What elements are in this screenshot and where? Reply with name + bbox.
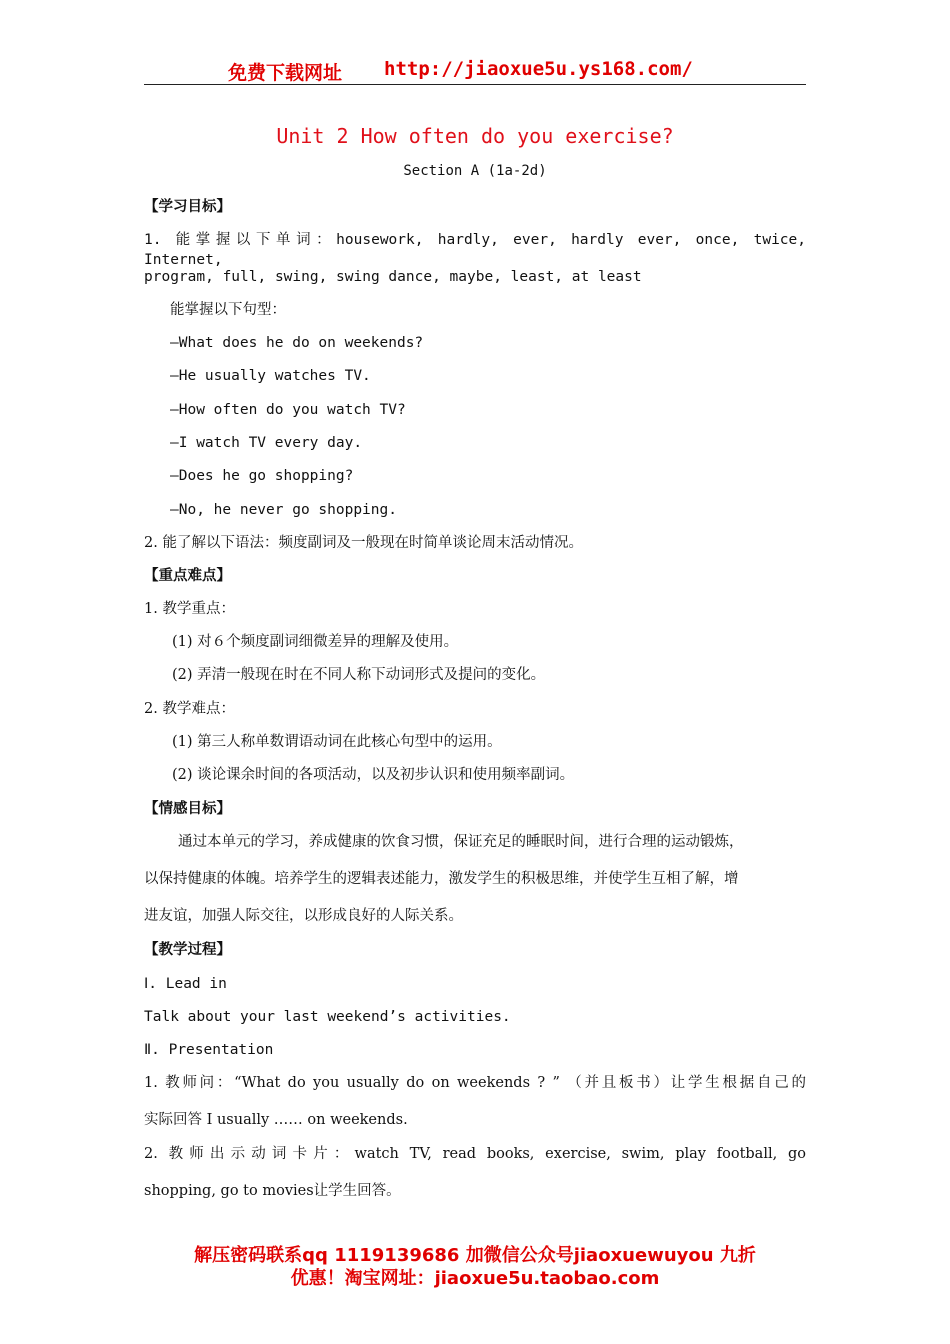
key2-item: (1) 第三人称单数谓语动词在此核心句型中的运用。 — [172, 734, 502, 750]
goal1-line-a: 1. 能掌握以下单词：housework, hardly, ever, hardly ever, once, twice, Internet, — [144, 232, 806, 268]
key1-label: 1. 教学重点： — [144, 601, 235, 617]
free-download-label: 免费下载网址 — [228, 62, 343, 84]
key1-item: (1) 对６个频度副词细微差异的理解及使用。 — [172, 634, 459, 650]
emotion-heading: 【情感目标】 — [144, 800, 231, 817]
key2-item: (2) 谈论课余时间的各项活动，以及初步认识和使用频率副词。 — [172, 767, 575, 783]
download-url-link[interactable]: http://jiaoxue5u.ys168.com/ — [384, 58, 693, 80]
sentence-intro: 能掌握以下句型： — [170, 302, 286, 318]
key-points-heading: 【重点难点】 — [144, 567, 231, 584]
page-subtitle: Section A (1a-2d) — [403, 163, 547, 179]
footer-line-2: 优惠！淘宝网址：jiaoxue5u.taobao.com — [290, 1268, 660, 1289]
emotion-line: 以保持健康的体魄。培养学生的逻辑表述能力，激发学生的积极思维，并使学生互相了解，增 — [144, 871, 739, 887]
sentence-item: —No, he never go shopping. — [170, 502, 397, 518]
process-heading: 【教学过程】 — [144, 941, 231, 958]
goals-heading: 【学习目标】 — [144, 198, 231, 215]
page-title: Unit 2 How often do you exercise? — [276, 124, 674, 148]
step2-item1-line-a: 1. 教师问：“What do you usually do on weekends ? ” （并且板书）让学生根据自己的 — [144, 1075, 806, 1091]
emotion-line: 进友谊，加强人际交往，以形成良好的人际关系。 — [144, 908, 463, 924]
sentence-item: —He usually watches TV. — [170, 368, 371, 384]
key2-label: 2. 教学难点： — [144, 701, 235, 717]
sentence-item: —What does he do on weekends? — [170, 335, 424, 351]
goal1-line-b: program, full, swing, swing dance, maybe, least, at least — [144, 269, 642, 285]
sentence-item: —I watch TV every day. — [170, 435, 363, 451]
page-header — [144, 56, 806, 85]
step2-item2-line-a: 2. 教师出示动词卡片：watch TV, read books, exercise, swim, play football, go — [144, 1146, 806, 1162]
step2-item2-line-b: shopping, go to movies让学生回答。 — [144, 1183, 401, 1199]
step2-title: Ⅱ. Presentation — [144, 1042, 274, 1058]
key1-item: (2) 弄清一般现在时在不同人称下动词形式及提问的变化。 — [172, 667, 546, 683]
sentence-item: —Does he go shopping? — [170, 468, 354, 484]
step1-title: Ⅰ. Lead in — [144, 976, 227, 992]
emotion-line: 通过本单元的学习，养成健康的饮食习惯，保证充足的睡眠时间，进行合理的运动锻炼， — [178, 834, 744, 850]
footer-line-1: 解压密码联系qq 1119139686 加微信公众号jiaoxuewuyou 九折 — [194, 1245, 756, 1266]
step1-text: Talk about your last weekend’s activities. — [144, 1009, 511, 1025]
step2-item1-line-b: 实际回答 I usually …… on weekends. — [144, 1112, 408, 1128]
sentence-item: —How often do you watch TV? — [170, 402, 406, 418]
goal2-line: 2. 能了解以下语法：频度副词及一般现在时简单谈论周末活动情况。 — [144, 535, 583, 551]
